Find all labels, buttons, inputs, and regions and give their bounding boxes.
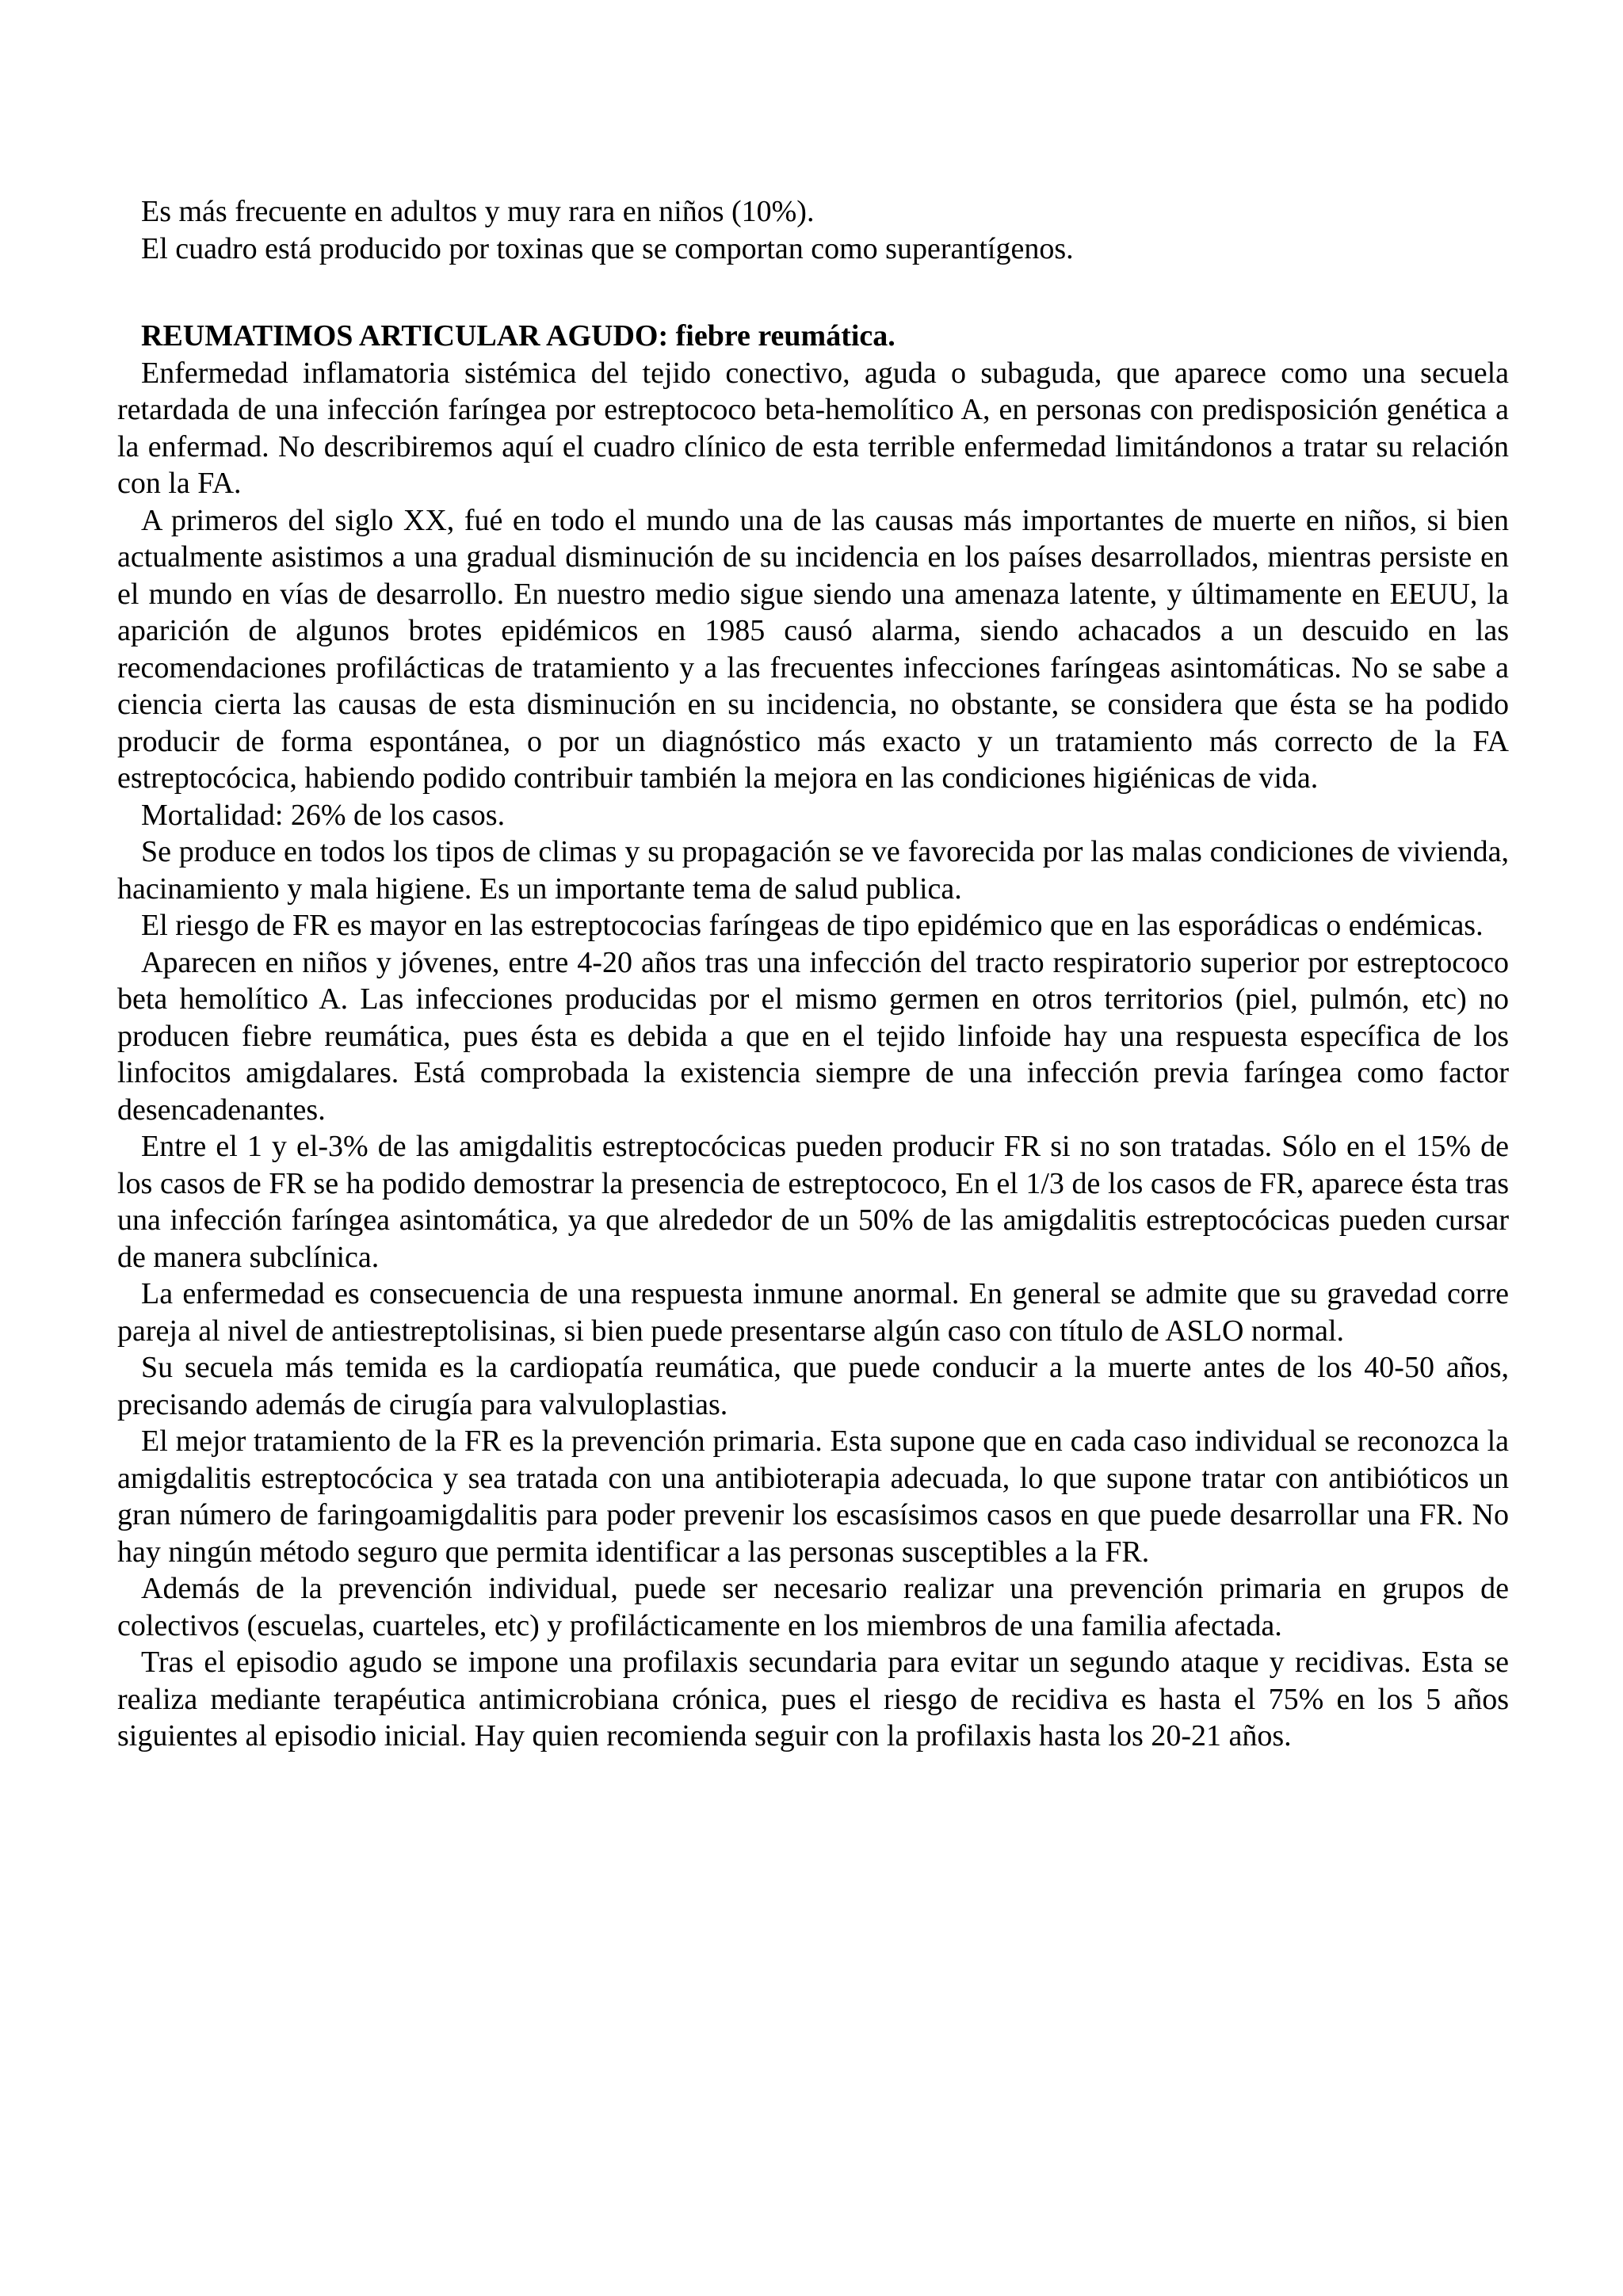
paragraph: El riesgo de FR es mayor en las estreptococias faríngeas de tipo epidémico que en las esporádicas o endémicas.: [141, 909, 1484, 942]
paragraph: Su secuela más temida es la cardiopatía reumática, que puede conducir a la muerte antes de los 40-50 años, precisando además de cirugía para valvuloplastias.: [117, 1351, 1509, 1421]
paragraph: Además de la prevención individual, puede ser necesario realizar una prevención primaria en grupos de colectivos (escuelas, cuarteles, etc) y profilácticamente en los miembros de una familia afectada.: [117, 1572, 1509, 1642]
paragraph: Mortalidad: 26% de los casos.: [141, 798, 506, 832]
paragraph: El mejor tratamiento de la FR es la prevención primaria. Esta supone que en cada caso individual se reconozca la amigdalitis estreptocócica y sea tratada con una antibioterapia adecuada, lo que supone tratar con antibióticos un gran número de faringoamigdalitis para poder prevenir los escasísimos casos en que puede desarrollar una FR. No hay ningún método seguro que permita identificar a las personas susceptibles a la FR.: [117, 1425, 1509, 1569]
paragraph: Enfermedad inflamatoria sistémica del tejido conectivo, aguda o subaguda, que aparece como una secuela retardada de una infección faríngea por estreptococo beta-hemolítico A, en personas con predisposición genética a la enfermad. No describiremos aquí el cuadro clínico de esta terrible enfermedad limitándonos a tratar su relación con la FA.: [117, 356, 1509, 500]
section-rheumatic-fever: [117, 318, 1509, 1755]
document-body: [117, 193, 1509, 1755]
section-heading: REUMATIMOS ARTICULAR AGUDO: fiebre reumática.: [141, 319, 896, 353]
section-spacer: [117, 267, 1509, 318]
paragraph: A primeros del siglo XX, fué en todo el mundo una de las causas más importantes de muerte en niños, si bien actualmente asistimos a una gradual disminución de su incidencia en los países desarrollados, mientras persiste en el mundo en vías de desarrollo. En nuestro medio sigue siendo una amenaza latente, y últimamente en EEUU, la aparición de algunos brotes epidémicos en 1985 causó alarma, siendo achacados a un descuido en las recomendaciones profilácticas de tratamiento y a las frecuentes infecciones faríngeas asintomáticas. No se sabe a ciencia cierta las causas de esta disminución en su incidencia, no obstante, se considera que ésta se ha podido producir de forma espontánea, o por un diagnóstico más exacto y un tratamiento más correcto de la FA estreptocócica, habiendo podido contribuir también la mejora en las condiciones higiénicas de vida.: [117, 503, 1509, 795]
paragraph: La enfermedad es consecuencia de una respuesta inmune anormal. En general se admite que su gravedad corre pareja al nivel de antiestreptolisinas, si bien puede presentarse algún caso con título de ASLO normal.: [117, 1277, 1509, 1348]
intro-block: [117, 193, 1509, 267]
paragraph: Se produce en todos los tipos de climas y su propagación se ve favorecida por las malas condiciones de vivienda, hacinamiento y mala higiene. Es un importante tema de salud publica.: [117, 835, 1509, 906]
paragraph: Entre el 1 y el-3% de las amigdalitis estreptocócicas pueden producir FR si no son tratadas. Sólo en el 15% de los casos de FR se ha podido demostrar la presencia de estreptococo, En el 1/3 de los casos de FR, aparece ésta tras una infección faríngea asintomática, ya que alrededor de un 50% de las amigdalitis estreptocócicas pueden cursar de manera subclínica.: [117, 1130, 1509, 1274]
paragraph: Tras el episodio agudo se impone una profilaxis secundaria para evitar un segundo ataque y recidivas. Esta se realiza mediante terapéutica antimicrobiana crónica, pues el riesgo de recidiva es hasta el 75% en los 5 años siguientes al episodio inicial. Hay quien recomienda seguir con la profilaxis hasta los 20-21 años.: [117, 1646, 1509, 1753]
intro-line: Es más frecuente en adultos y muy rara en niños (10%).: [141, 195, 815, 228]
paragraph: Aparecen en niños y jóvenes, entre 4-20 años tras una infección del tracto respiratorio superior por estreptococo beta hemolítico A. Las infecciones producidas por el mismo germen en otros territorios (piel, pulmón, etc) no producen fiebre reumática, pues ésta es debida a que en el tejido linfoide hay una respuesta específica de los linfocitos amigdalares. Está comprobada la existencia siempre de una infección previa faríngea como factor desencadenantes.: [117, 945, 1509, 1127]
intro-line: El cuadro está producido por toxinas que se comportan como superantígenos.: [141, 231, 1074, 265]
